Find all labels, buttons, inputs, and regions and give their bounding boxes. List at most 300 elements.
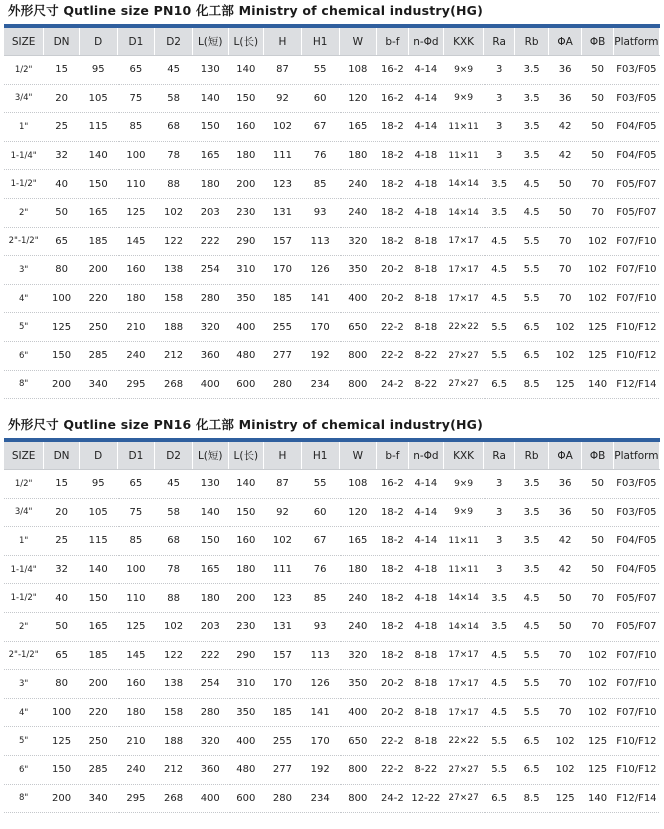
- table-cell: 122: [155, 227, 193, 256]
- table-cell: 102: [548, 727, 582, 756]
- table-cell: 8": [4, 784, 44, 813]
- table-cell: 3: [483, 527, 514, 556]
- table-cell: 240: [339, 170, 377, 199]
- table-row: [4, 470, 660, 499]
- table-cell: 14×14: [444, 170, 484, 199]
- table-cell: 5": [4, 727, 44, 756]
- table-cell: 22×22: [444, 727, 484, 756]
- table-cell: 5.5: [515, 256, 549, 285]
- table-cell: 350: [339, 256, 377, 285]
- table-cell: 80: [44, 256, 80, 285]
- table-cell: 18-2: [377, 555, 408, 584]
- table-cell: 122: [155, 641, 193, 670]
- table-cell: 12-22: [408, 784, 444, 813]
- table-cell: 22×22: [444, 313, 484, 342]
- table-cell: 68: [155, 527, 193, 556]
- table-cell: 360: [192, 341, 228, 370]
- table-cell: 131: [264, 198, 302, 227]
- table-cell: 115: [79, 527, 117, 556]
- table-cell: 17×17: [444, 256, 484, 285]
- table-cell: 27×27: [444, 755, 484, 784]
- table-cell: 280: [192, 698, 228, 727]
- table-cell: 125: [117, 612, 155, 641]
- table-cell: 2": [4, 612, 44, 641]
- table-cell: 5": [4, 313, 44, 342]
- table-cell: 4-14: [408, 470, 444, 499]
- table-cell: 18-2: [377, 612, 408, 641]
- table-cell: 192: [301, 341, 339, 370]
- table-cell: 20: [44, 84, 80, 113]
- table-cell: 140: [79, 555, 117, 584]
- pn16-table-body: [4, 470, 660, 813]
- table-cell: 3.5: [515, 113, 549, 142]
- column-header: ΦB: [582, 28, 613, 56]
- column-header: D1: [117, 28, 155, 56]
- table-cell: 102: [155, 198, 193, 227]
- table-row: [4, 498, 660, 527]
- table-cell: F10/F12: [613, 341, 659, 370]
- table-cell: 1-1/4": [4, 141, 44, 170]
- table-cell: 60: [301, 498, 339, 527]
- table-cell: 234: [301, 370, 339, 399]
- table-cell: 16-2: [377, 56, 408, 85]
- table-cell: 250: [79, 313, 117, 342]
- table-cell: 800: [339, 784, 377, 813]
- table-row: [4, 198, 660, 227]
- table-cell: F04/F05: [613, 555, 659, 584]
- table-cell: 150: [44, 755, 80, 784]
- table-cell: 188: [155, 727, 193, 756]
- table-cell: 170: [301, 727, 339, 756]
- column-header: Rb: [515, 28, 549, 56]
- table-cell: 200: [79, 256, 117, 285]
- column-header: ΦA: [548, 28, 582, 56]
- table-cell: 93: [301, 198, 339, 227]
- table-cell: F05/F07: [613, 170, 659, 199]
- table-cell: 70: [582, 198, 613, 227]
- table-cell: 320: [192, 727, 228, 756]
- table-cell: 100: [117, 141, 155, 170]
- column-header: KXK: [444, 28, 484, 56]
- table-cell: 3": [4, 256, 44, 285]
- table-cell: 600: [228, 370, 264, 399]
- table-cell: 240: [339, 612, 377, 641]
- table-cell: F03/F05: [613, 498, 659, 527]
- table-cell: 18-2: [377, 141, 408, 170]
- table-cell: 180: [192, 170, 228, 199]
- table-cell: 150: [192, 527, 228, 556]
- table-cell: 55: [301, 56, 339, 85]
- table-cell: 6.5: [515, 341, 549, 370]
- table-cell: 70: [548, 670, 582, 699]
- table-cell: F04/F05: [613, 113, 659, 142]
- table-cell: 140: [79, 141, 117, 170]
- table-cell: 100: [44, 698, 80, 727]
- table-cell: 3: [483, 56, 514, 85]
- table-cell: 140: [582, 784, 613, 813]
- table-cell: 58: [155, 84, 193, 113]
- table-cell: 3: [483, 555, 514, 584]
- table-cell: 32: [44, 555, 80, 584]
- table-cell: 5.5: [515, 284, 549, 313]
- table-cell: 240: [339, 198, 377, 227]
- table-cell: 4-14: [408, 113, 444, 142]
- table-cell: 120: [339, 498, 377, 527]
- table-cell: 170: [301, 313, 339, 342]
- table-cell: 3.5: [515, 555, 549, 584]
- table-cell: 58: [155, 498, 193, 527]
- table-cell: 220: [79, 698, 117, 727]
- table-cell: 4.5: [483, 641, 514, 670]
- table-cell: 131: [264, 612, 302, 641]
- table-cell: 277: [264, 755, 302, 784]
- table-cell: 8-22: [408, 370, 444, 399]
- table-cell: F07/F10: [613, 698, 659, 727]
- table-cell: 203: [192, 198, 228, 227]
- table-cell: 25: [44, 113, 80, 142]
- column-header: L(短): [192, 442, 228, 470]
- table-row: [4, 612, 660, 641]
- table-cell: 11×11: [444, 113, 484, 142]
- table-cell: 102: [155, 612, 193, 641]
- table-cell: 310: [228, 670, 264, 699]
- table-cell: 230: [228, 198, 264, 227]
- table-cell: 3: [483, 470, 514, 499]
- table-cell: 4.5: [483, 670, 514, 699]
- table-cell: 18-2: [377, 198, 408, 227]
- table-cell: 125: [44, 727, 80, 756]
- table-cell: 92: [264, 498, 302, 527]
- table-cell: 65: [44, 641, 80, 670]
- column-header: KXK: [444, 442, 484, 470]
- table-row: [4, 641, 660, 670]
- column-header: SIZE: [4, 442, 44, 470]
- table-cell: 203: [192, 612, 228, 641]
- table-cell: 3: [483, 141, 514, 170]
- table-cell: 4-14: [408, 498, 444, 527]
- table-cell: 50: [582, 56, 613, 85]
- table-cell: 3": [4, 670, 44, 699]
- table-cell: 340: [79, 784, 117, 813]
- table-cell: 9×9: [444, 84, 484, 113]
- column-header: Ra: [483, 442, 514, 470]
- column-header: D1: [117, 442, 155, 470]
- table-row: [4, 341, 660, 370]
- table-cell: 4-14: [408, 84, 444, 113]
- table-cell: 400: [192, 370, 228, 399]
- table-cell: 40: [44, 584, 80, 613]
- table-cell: 210: [117, 727, 155, 756]
- table-cell: 138: [155, 670, 193, 699]
- table-cell: 3: [483, 113, 514, 142]
- table-cell: 75: [117, 84, 155, 113]
- table-row: [4, 727, 660, 756]
- table-cell: F03/F05: [613, 470, 659, 499]
- table-cell: 18-2: [377, 584, 408, 613]
- table-cell: 102: [582, 256, 613, 285]
- table-cell: 170: [264, 256, 302, 285]
- table-cell: 50: [548, 584, 582, 613]
- table-cell: 36: [548, 84, 582, 113]
- table-row: [4, 313, 660, 342]
- table-cell: F07/F10: [613, 227, 659, 256]
- table-cell: 290: [228, 641, 264, 670]
- table-cell: 8-18: [408, 284, 444, 313]
- table-cell: F07/F10: [613, 670, 659, 699]
- table-cell: 185: [79, 641, 117, 670]
- table-cell: 8": [4, 370, 44, 399]
- table-cell: 280: [264, 784, 302, 813]
- column-header: H: [264, 442, 302, 470]
- table-cell: 87: [264, 470, 302, 499]
- table-cell: 192: [301, 755, 339, 784]
- table-cell: 6": [4, 341, 44, 370]
- table-cell: 125: [117, 198, 155, 227]
- column-header: b-f: [377, 28, 408, 56]
- table-cell: 4.5: [483, 227, 514, 256]
- table-cell: 92: [264, 84, 302, 113]
- table-cell: 180: [117, 698, 155, 727]
- table-cell: 50: [548, 170, 582, 199]
- column-header: DN: [44, 28, 80, 56]
- table-cell: 70: [548, 256, 582, 285]
- table-cell: 4.5: [515, 170, 549, 199]
- table-cell: 105: [79, 498, 117, 527]
- table-cell: 5.5: [483, 727, 514, 756]
- column-header: H1: [301, 28, 339, 56]
- pn10-table-body: [4, 56, 660, 399]
- table-cell: 3.5: [515, 470, 549, 499]
- table-cell: 36: [548, 498, 582, 527]
- table-cell: 22-2: [377, 755, 408, 784]
- column-header: Rb: [515, 442, 549, 470]
- table-cell: 78: [155, 555, 193, 584]
- table-cell: 3.5: [515, 84, 549, 113]
- table-cell: 75: [117, 498, 155, 527]
- table-cell: 8-18: [408, 698, 444, 727]
- table-cell: F07/F10: [613, 641, 659, 670]
- table-cell: 115: [79, 113, 117, 142]
- table-cell: 20: [44, 498, 80, 527]
- table-cell: 268: [155, 370, 193, 399]
- table-cell: 1-1/2": [4, 170, 44, 199]
- table-cell: 3.5: [483, 170, 514, 199]
- table-cell: 268: [155, 784, 193, 813]
- table-cell: 130: [192, 470, 228, 499]
- pn16-section: [0, 414, 664, 813]
- table-cell: 20-2: [377, 256, 408, 285]
- table-cell: 4": [4, 284, 44, 313]
- table-cell: 320: [339, 227, 377, 256]
- table-cell: 8-18: [408, 313, 444, 342]
- table-cell: 102: [582, 641, 613, 670]
- column-header: D: [79, 442, 117, 470]
- table-cell: 102: [582, 284, 613, 313]
- table-cell: 45: [155, 470, 193, 499]
- table-cell: 165: [79, 198, 117, 227]
- column-header: Platform: [613, 442, 659, 470]
- table-cell: 14×14: [444, 198, 484, 227]
- table-cell: 150: [79, 170, 117, 199]
- table-cell: 22-2: [377, 341, 408, 370]
- table-cell: 18-2: [377, 498, 408, 527]
- table-cell: 70: [548, 284, 582, 313]
- table-row: [4, 113, 660, 142]
- table-cell: 8-18: [408, 256, 444, 285]
- table-cell: 5.5: [515, 670, 549, 699]
- pn10-title: 外形尺寸 Qutline size PN10 化工部 Ministry of chemical industry(HG): [8, 3, 484, 18]
- column-header: SIZE: [4, 28, 44, 56]
- table-header-row: [4, 442, 660, 470]
- table-cell: 76: [301, 555, 339, 584]
- table-cell: 95: [79, 56, 117, 85]
- table-cell: 126: [301, 256, 339, 285]
- table-cell: 140: [228, 470, 264, 499]
- table-row: [4, 670, 660, 699]
- table-cell: 141: [301, 284, 339, 313]
- table-cell: 125: [582, 313, 613, 342]
- table-cell: 4.5: [483, 284, 514, 313]
- table-cell: 160: [117, 670, 155, 699]
- table-cell: 5.5: [483, 755, 514, 784]
- table-cell: 120: [339, 84, 377, 113]
- table-cell: 138: [155, 256, 193, 285]
- table-cell: 157: [264, 227, 302, 256]
- table-cell: 220: [79, 284, 117, 313]
- table-cell: 8-18: [408, 670, 444, 699]
- column-header: n-Φd: [408, 28, 444, 56]
- table-cell: 36: [548, 56, 582, 85]
- table-cell: F12/F14: [613, 784, 659, 813]
- table-cell: 85: [117, 113, 155, 142]
- table-cell: 222: [192, 641, 228, 670]
- table-cell: 105: [79, 84, 117, 113]
- table-cell: 42: [548, 527, 582, 556]
- table-cell: 24-2: [377, 370, 408, 399]
- table-cell: 50: [582, 84, 613, 113]
- table-cell: 360: [192, 755, 228, 784]
- table-cell: F10/F12: [613, 755, 659, 784]
- table-cell: 70: [582, 170, 613, 199]
- table-cell: 15: [44, 56, 80, 85]
- table-cell: 141: [301, 698, 339, 727]
- table-cell: 11×11: [444, 141, 484, 170]
- table-cell: 3: [483, 498, 514, 527]
- column-header: D2: [155, 442, 193, 470]
- table-cell: 50: [582, 527, 613, 556]
- column-header: b-f: [377, 442, 408, 470]
- table-cell: 180: [117, 284, 155, 313]
- table-cell: 165: [192, 555, 228, 584]
- table-cell: 20-2: [377, 670, 408, 699]
- table-cell: 310: [228, 256, 264, 285]
- table-cell: 17×17: [444, 641, 484, 670]
- table-cell: 2"-1/2": [4, 227, 44, 256]
- table-cell: 11×11: [444, 555, 484, 584]
- table-cell: 8-18: [408, 727, 444, 756]
- table-cell: 295: [117, 784, 155, 813]
- table-cell: 160: [228, 113, 264, 142]
- table-cell: 6": [4, 755, 44, 784]
- table-cell: 70: [582, 584, 613, 613]
- table-cell: 4-18: [408, 170, 444, 199]
- table-cell: 130: [192, 56, 228, 85]
- table-cell: 1-1/2": [4, 584, 44, 613]
- table-cell: 22-2: [377, 313, 408, 342]
- table-cell: 5.5: [483, 313, 514, 342]
- table-cell: 111: [264, 555, 302, 584]
- column-header: L(长): [228, 28, 264, 56]
- table-cell: 3: [483, 84, 514, 113]
- table-cell: 600: [228, 784, 264, 813]
- table-cell: 4-18: [408, 141, 444, 170]
- table-cell: 4.5: [483, 698, 514, 727]
- table-cell: 18-2: [377, 227, 408, 256]
- table-cell: 1/2": [4, 56, 44, 85]
- table-cell: 277: [264, 341, 302, 370]
- table-cell: 9×9: [444, 56, 484, 85]
- table-cell: 70: [548, 698, 582, 727]
- table-cell: 3.5: [515, 56, 549, 85]
- table-cell: 150: [192, 113, 228, 142]
- table-cell: 80: [44, 670, 80, 699]
- column-header: Platform: [613, 28, 659, 56]
- table-cell: 180: [228, 141, 264, 170]
- table-cell: 87: [264, 56, 302, 85]
- table-cell: 350: [228, 698, 264, 727]
- table-cell: 24-2: [377, 784, 408, 813]
- table-cell: 222: [192, 227, 228, 256]
- table-cell: 212: [155, 755, 193, 784]
- table-cell: 3.5: [483, 584, 514, 613]
- table-row: [4, 84, 660, 113]
- table-cell: 650: [339, 727, 377, 756]
- table-cell: 280: [264, 370, 302, 399]
- table-cell: 255: [264, 313, 302, 342]
- table-cell: 255: [264, 727, 302, 756]
- table-cell: 17×17: [444, 284, 484, 313]
- table-row: [4, 370, 660, 399]
- table-cell: 93: [301, 612, 339, 641]
- table-cell: 102: [548, 313, 582, 342]
- table-cell: 16-2: [377, 470, 408, 499]
- table-cell: 42: [548, 555, 582, 584]
- table-cell: 102: [548, 755, 582, 784]
- table-cell: 6.5: [515, 755, 549, 784]
- table-cell: 25: [44, 527, 80, 556]
- table-cell: 50: [582, 555, 613, 584]
- table-cell: 70: [548, 641, 582, 670]
- table-cell: 50: [582, 141, 613, 170]
- table-cell: 100: [117, 555, 155, 584]
- table-cell: 400: [339, 698, 377, 727]
- column-header: DN: [44, 442, 80, 470]
- table-cell: 254: [192, 670, 228, 699]
- column-header: D: [79, 28, 117, 56]
- table-cell: 50: [582, 470, 613, 499]
- column-header: W: [339, 28, 377, 56]
- table-cell: 18-2: [377, 170, 408, 199]
- table-cell: 27×27: [444, 370, 484, 399]
- table-cell: 3/4": [4, 498, 44, 527]
- table-cell: 320: [192, 313, 228, 342]
- table-cell: 140: [192, 498, 228, 527]
- column-header: L(短): [192, 28, 228, 56]
- table-cell: 145: [117, 641, 155, 670]
- table-cell: 210: [117, 313, 155, 342]
- table-cell: 4-18: [408, 198, 444, 227]
- table-cell: 8-18: [408, 641, 444, 670]
